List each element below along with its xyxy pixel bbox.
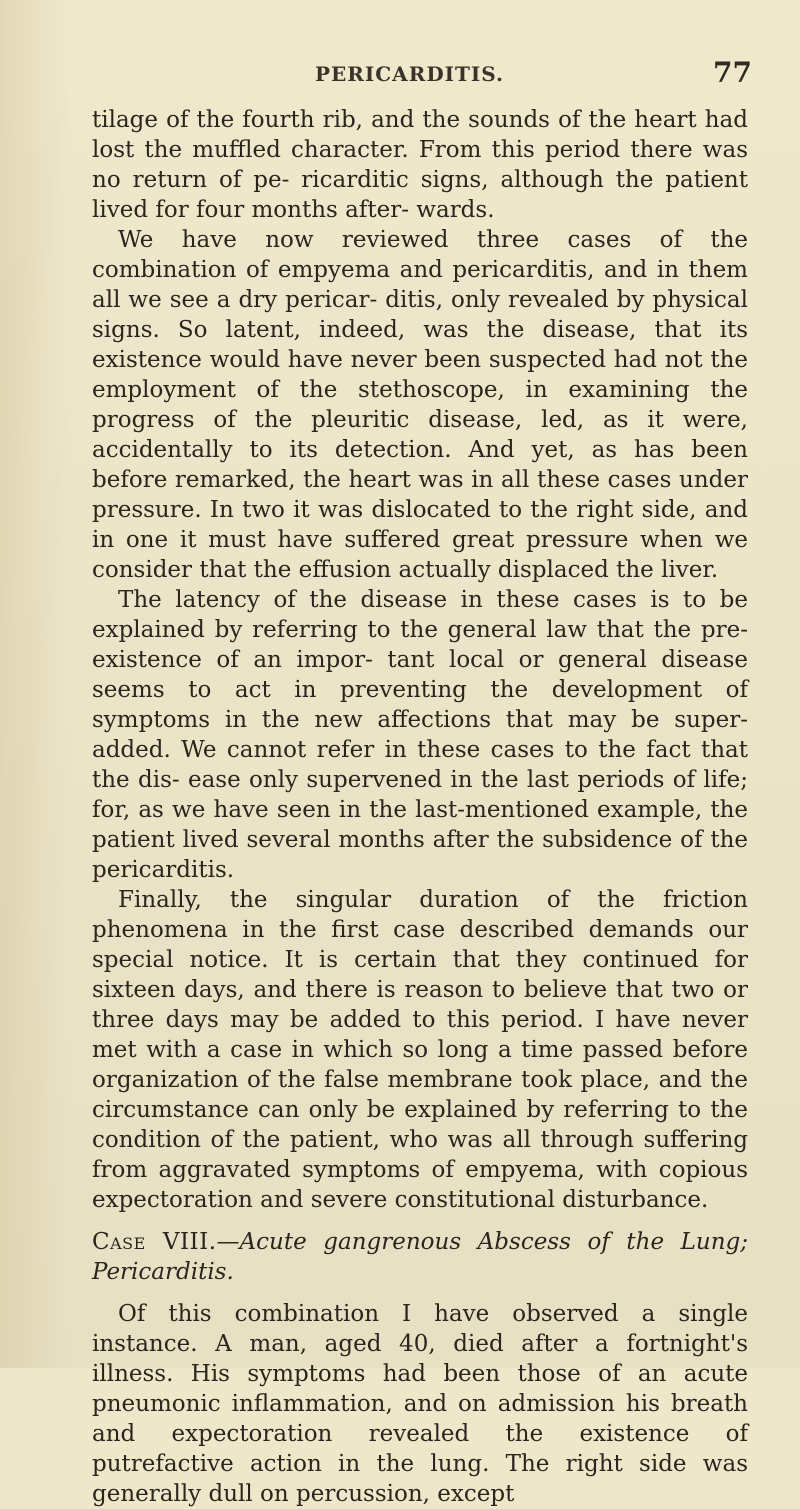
case-heading-label: Case VIII. [92, 1229, 217, 1255]
case-heading [92, 1227, 748, 1287]
paragraph-5: Of this combination I have observed a single instance. A man, aged 40, died after a fortnight's illness. His symptoms had been those of an acute pneumonic inflammation, and on admission his breath and expectoration revealed the existence of putrefactive action in the lung. The right side was generally dull on percussion, except [92, 1301, 748, 1507]
paragraph-1: tilage of the fourth rib, and the sounds of the heart had lost the muffled character. From this period there was no return of pe- ricarditic signs, although the patient lived for four months after- wards. [92, 107, 748, 223]
page-header [0, 56, 800, 96]
paragraph-2: We have now reviewed three cases of the combination of empyema and pericarditis, and in them all we see a dry pericar- ditis, only revealed by physical signs. So latent, indeed, was the disease, that its existence would have never been suspected had not the employment of the stethoscope, in examining the progress of the pleuritic disease, led, as it were, accidentally to its detection. And yet, as has been before remarked, the heart was in all these cases under pressure. In two it was dislocated to the right side, and in one it must have suffered great pressure when we consider that the effusion actually displaced the liver. [92, 227, 748, 583]
body-text [92, 105, 748, 1509]
paragraph-4: Finally, the singular duration of the friction phenomena in the first case described demands our special notice. It is certain that they continued for sixteen days, and there is reason to believe that two or three days may be added to this period. I have never met with a case in which so long a time passed before organization of the false membrane took place, and the circumstance can only be explained by referring to the condition of the patient, who was all through suffering from aggravated symptoms of empyema, with copious expectoration and severe constitutional disturbance. [92, 887, 748, 1213]
page-number: 77 [713, 56, 752, 89]
paragraph-3: The latency of the disease in these cases is to be explained by referring to the general law that the pre-existence of an impor- tant local or general disease seems to act in preventing the development of symptoms in the new affections that may be super- added. We cannot refer in these cases to the fact that the dis- ease only supervened in the last periods of life; for, as we have seen in the last-mentioned example, the patient lived several months after the subsidence of the pericarditis. [92, 587, 748, 883]
case-heading-title: —Acute gangrenous Abscess of the Lung; Pericarditis. [92, 1229, 748, 1285]
running-head: PERICARDITIS. [315, 62, 504, 86]
